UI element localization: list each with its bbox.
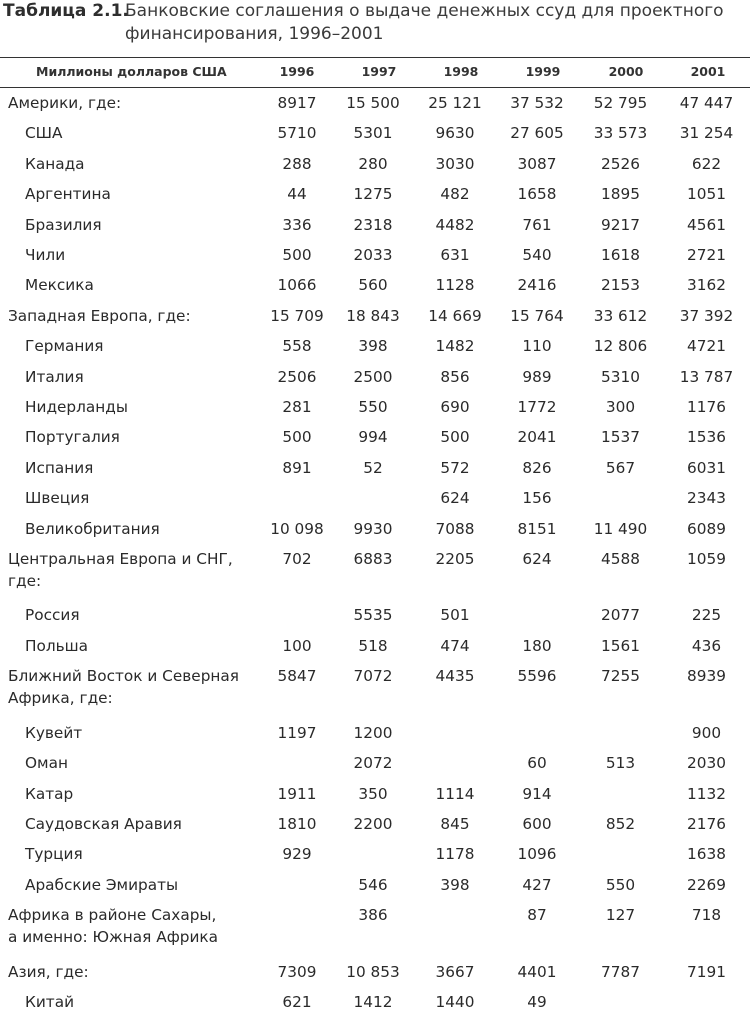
cell-1997: 2033: [353, 246, 393, 265]
cell-1999: 27 605: [510, 124, 564, 143]
cell-1999: 3087: [517, 154, 557, 173]
row-label: [0, 392, 262, 422]
cell-1997: 5535: [353, 606, 393, 625]
cell-2000: [578, 483, 663, 513]
cell-1997: 546: [358, 875, 388, 894]
cell-1996: 7309: [277, 962, 317, 981]
cell-1998: 1128: [435, 276, 475, 295]
row-label-line: Великобритания: [25, 519, 160, 538]
cell-2000: 852: [605, 814, 636, 833]
cell-2000: 7787: [601, 962, 640, 981]
cell-1996: 1911: [277, 784, 317, 803]
table-row-country: [0, 453, 750, 483]
row-label: [0, 514, 262, 544]
table-row-country: [0, 270, 750, 300]
cell-1998: 624: [440, 489, 470, 508]
cell-1999: 49: [527, 992, 547, 1011]
cell-2001: 7191: [687, 962, 726, 981]
table-row-region: [0, 88, 750, 118]
cell-1996: 1066: [277, 276, 317, 295]
table-row-country: [0, 210, 750, 240]
row-label: [0, 839, 262, 869]
row-label-line: Испания: [25, 458, 94, 477]
cell-2000: 1561: [601, 636, 640, 655]
data-table: [0, 88, 750, 1017]
cell-1997: 6883: [353, 550, 393, 569]
cell-1998: 398: [440, 875, 470, 894]
cell-1996: 5847: [277, 667, 317, 686]
row-label-line: Африка в районе Сахары,: [8, 906, 217, 925]
row-label-line: США: [25, 124, 63, 143]
cell-1998: 482: [440, 185, 470, 204]
header-year-1999: 1999: [525, 64, 561, 79]
cell-1998: 3667: [435, 962, 475, 981]
cell-1997: 518: [358, 636, 388, 655]
row-label-line: Азия, где:: [8, 962, 89, 981]
table-row-country: [0, 118, 750, 148]
cell-1998: 25 121: [428, 94, 482, 112]
cell-2000: 4588: [601, 550, 640, 569]
cell-1997: 1200: [353, 723, 393, 742]
cell-1998: 690: [440, 398, 470, 417]
cell-2001: 2721: [687, 246, 726, 265]
cell-2000: 513: [605, 754, 636, 773]
caption-title-line-1: Банковские соглашения о выдаче денежных ссуд для проектного: [125, 1, 724, 21]
cell-1999: 87: [527, 906, 547, 925]
table-row-country: [0, 631, 750, 661]
row-label-line: Канада: [25, 154, 85, 173]
table-row-region: [0, 900, 750, 956]
cell-1996: 10 098: [270, 519, 324, 538]
row-label: [0, 809, 262, 839]
cell-2000: 33 573: [593, 124, 648, 143]
cell-2000: 1618: [601, 246, 640, 265]
row-label-line: Кувейт: [25, 723, 83, 742]
table-row-region: [0, 301, 750, 331]
cell-1997: 550: [358, 398, 388, 417]
row-label: [0, 149, 262, 179]
row-label: [0, 544, 262, 600]
row-label-line: а именно: Южная Африка: [8, 928, 219, 947]
cell-1998: 845: [440, 814, 470, 833]
cell-1996: 8917: [277, 94, 317, 112]
cell-1997: 10 853: [346, 962, 400, 981]
row-label-line: Турция: [25, 845, 83, 864]
cell-1996: 15 709: [270, 306, 324, 325]
cell-1997: 2200: [353, 814, 393, 833]
cell-2000: 7255: [601, 667, 640, 686]
row-label: [0, 210, 262, 240]
caption-label: Таблица 2.1.: [3, 1, 129, 21]
table-row-country: [0, 839, 750, 869]
cell-1999: 5596: [517, 667, 557, 686]
cell-2001: 4561: [687, 215, 726, 234]
row-label-line: Аргентина: [25, 185, 111, 204]
cell-2000: 2153: [601, 276, 640, 295]
cell-1998: 474: [440, 636, 470, 655]
cell-1997: 5301: [353, 124, 393, 143]
cell-1998: 3030: [435, 154, 475, 173]
cell-2001: 225: [691, 606, 722, 625]
row-label-line: Оман: [25, 754, 68, 773]
table-body: [0, 88, 750, 1017]
cell-2000: 300: [605, 398, 636, 417]
cell-1997: 350: [358, 784, 388, 803]
cell-1997: 280: [358, 154, 388, 173]
cell-1998: [414, 748, 496, 778]
cell-1997: 15 500: [346, 94, 400, 112]
row-label: [0, 600, 262, 630]
cell-1999: 761: [522, 215, 552, 234]
table-row-country: [0, 422, 750, 452]
row-label-line: Китай: [25, 992, 75, 1011]
cell-1999: 600: [522, 814, 552, 833]
table-row-region: [0, 661, 750, 717]
table-row-country: [0, 748, 750, 778]
cell-1998: 9630: [435, 124, 475, 143]
cell-1996: 5710: [277, 124, 317, 143]
cell-2001: 47 447: [679, 94, 734, 112]
cell-1998: 500: [440, 428, 470, 447]
table-row-country: [0, 240, 750, 270]
row-label-line: Африка, где:: [8, 689, 113, 708]
row-label-line: Америки, где:: [8, 94, 122, 112]
cell-1997: 2500: [353, 367, 393, 386]
row-label-line: Бразилия: [25, 215, 102, 234]
cell-1998: [414, 900, 496, 956]
cell-2001: [663, 987, 750, 1017]
cell-2000: [578, 839, 663, 869]
cell-1999: 1096: [517, 845, 557, 864]
table-row-country: [0, 483, 750, 513]
row-label: [0, 987, 262, 1017]
row-label: [0, 748, 262, 778]
cell-2001: 2176: [687, 814, 726, 833]
cell-2001: 900: [691, 723, 722, 742]
cell-1998: [414, 718, 496, 748]
table-row-region: [0, 544, 750, 600]
cell-1997: 52: [363, 458, 383, 477]
cell-1997: 386: [358, 906, 388, 925]
cell-2001: 3162: [687, 276, 726, 295]
row-label: [0, 900, 262, 956]
cell-1999: 1658: [517, 185, 557, 204]
row-label: [0, 870, 262, 900]
cell-1998: 2205: [435, 550, 475, 569]
row-label: [0, 88, 262, 118]
header-year-1998: 1998: [443, 64, 479, 79]
cell-1996: 1197: [277, 723, 317, 742]
cell-1996: 281: [282, 398, 312, 417]
cell-1997: 2318: [353, 215, 393, 234]
cell-2000: 567: [605, 458, 636, 477]
row-label-line: Мексика: [25, 276, 94, 295]
cell-1996: 702: [282, 550, 312, 569]
row-label: [0, 779, 262, 809]
cell-2001: 2269: [687, 875, 726, 894]
table-row-country: [0, 392, 750, 422]
cell-1999: 180: [522, 636, 552, 655]
row-label: [0, 362, 262, 392]
row-label: [0, 240, 262, 270]
cell-2001: 6031: [687, 458, 726, 477]
cell-1998: 4435: [435, 667, 475, 686]
row-label-line: Катар: [25, 784, 74, 803]
cell-1996: 2506: [277, 367, 317, 386]
cell-1997: 1412: [353, 992, 393, 1011]
row-label: [0, 331, 262, 361]
cell-1999: 1772: [517, 398, 557, 417]
row-label-line: Россия: [25, 606, 80, 625]
cell-1998: 1482: [435, 337, 475, 356]
cell-1997: 9930: [353, 519, 393, 538]
cell-1999: 156: [522, 489, 552, 508]
cell-1999: 624: [522, 550, 552, 569]
row-label-line: Арабские Эмираты: [25, 875, 179, 894]
row-label-line: Саудовская Аравия: [25, 814, 182, 833]
cell-1996: 500: [282, 428, 312, 447]
cell-2001: 436: [691, 636, 722, 655]
cell-1996: [262, 483, 332, 513]
header-units: Миллионы долларов США: [36, 64, 227, 79]
table-row-country: [0, 362, 750, 392]
cell-2001: 2343: [687, 489, 726, 508]
cell-1999: 914: [522, 784, 552, 803]
cell-2000: 52 795: [593, 94, 648, 112]
cell-1996: 500: [282, 246, 312, 265]
cell-2001: 6089: [687, 519, 726, 538]
row-label: [0, 483, 262, 513]
cell-2001: 37 392: [679, 306, 734, 325]
cell-1998: 856: [440, 367, 470, 386]
cell-2000: 2526: [601, 154, 640, 173]
table-row-country: [0, 718, 750, 748]
cell-2000: 2077: [601, 606, 640, 625]
row-label-line: Западная Европа, где:: [8, 306, 191, 325]
row-label: [0, 270, 262, 300]
row-label: [0, 631, 262, 661]
cell-2001: 31 254: [679, 124, 734, 143]
row-label: [0, 301, 262, 331]
table-row-region: [0, 957, 750, 987]
cell-1998: 631: [440, 246, 470, 265]
cell-2001: 4721: [687, 337, 726, 356]
cell-1998: 1114: [435, 784, 475, 803]
cell-2000: 1537: [601, 428, 640, 447]
table-row-country: [0, 149, 750, 179]
cell-1998: 14 669: [428, 306, 482, 325]
cell-1996: 558: [282, 337, 312, 356]
cell-1997: [332, 839, 414, 869]
row-label-line: Швеция: [25, 489, 90, 508]
cell-1999: [496, 718, 578, 748]
cell-2001: 2030: [687, 754, 726, 773]
cell-1999: 37 532: [510, 94, 564, 112]
row-label: [0, 453, 262, 483]
cell-1996: 100: [282, 636, 312, 655]
cell-2001: 13 787: [679, 367, 734, 386]
cell-1996: [262, 870, 332, 900]
row-label: [0, 718, 262, 748]
table-row-country: [0, 987, 750, 1017]
table-row-country: [0, 331, 750, 361]
cell-1999: [496, 600, 578, 630]
row-label: [0, 179, 262, 209]
cell-2001: 1536: [687, 428, 726, 447]
cell-1997: 7072: [353, 667, 393, 686]
header-year-2001: 2001: [690, 64, 726, 79]
cell-2000: [578, 718, 663, 748]
row-label-line: Чили: [25, 246, 66, 265]
cell-1996: 891: [282, 458, 312, 477]
cell-2000: 5310: [601, 367, 640, 386]
table-row-country: [0, 514, 750, 544]
cell-2000: 33 612: [593, 306, 648, 325]
row-label-line: Нидерланды: [25, 398, 128, 417]
cell-1997: 2072: [353, 754, 393, 773]
cell-1999: 540: [522, 246, 552, 265]
row-label-line: Польша: [25, 636, 89, 655]
cell-1996: 288: [282, 154, 312, 173]
table-row-country: [0, 809, 750, 839]
header-year-1997: 1997: [361, 64, 397, 79]
header-year-2000: 2000: [608, 64, 644, 79]
cell-2001: 622: [691, 154, 722, 173]
cell-2000: 1895: [601, 185, 640, 204]
cell-1996: 336: [282, 215, 312, 234]
table-row-country: [0, 779, 750, 809]
cell-1996: 44: [287, 185, 307, 204]
cell-1996: 621: [282, 992, 312, 1011]
row-label: [0, 957, 262, 987]
cell-1998: 7088: [435, 519, 475, 538]
cell-1998: 501: [440, 606, 470, 625]
cell-2000: 127: [605, 906, 636, 925]
cell-1999: 2416: [517, 276, 557, 295]
cell-1998: 1440: [435, 992, 475, 1011]
cell-1999: 60: [527, 754, 547, 773]
cell-1999: 15 764: [510, 306, 564, 325]
cell-2000: 9217: [601, 215, 640, 234]
row-label-line: Ближний Восток и Северная: [8, 667, 239, 686]
row-label: [0, 118, 262, 148]
cell-2000: [578, 987, 663, 1017]
row-label-line: Италия: [25, 367, 84, 386]
cell-1996: 929: [282, 845, 312, 864]
row-label-line: где:: [8, 572, 42, 591]
cell-1996: [262, 900, 332, 956]
row-label: [0, 422, 262, 452]
cell-1999: 826: [522, 458, 552, 477]
cell-2001: 718: [691, 906, 722, 925]
row-label-line: Португалия: [25, 428, 120, 447]
caption-title-line-2: финансирования, 1996–2001: [125, 24, 384, 44]
table-row-country: [0, 600, 750, 630]
cell-2001: 1132: [687, 784, 726, 803]
cell-1999: 989: [522, 367, 552, 386]
cell-1997: 560: [358, 276, 388, 295]
cell-2001: 1176: [687, 398, 726, 417]
cell-1999: 110: [522, 337, 552, 356]
cell-1999: 8151: [517, 519, 557, 538]
cell-1998: 1178: [435, 845, 475, 864]
cell-2001: 1059: [687, 550, 726, 569]
cell-2000: 11 490: [593, 519, 648, 538]
cell-1996: [262, 600, 332, 630]
cell-1999: 2041: [517, 428, 557, 447]
cell-1999: 4401: [517, 962, 557, 981]
cell-1998: 4482: [435, 215, 475, 234]
cell-2000: 12 806: [593, 337, 648, 356]
cell-2001: 8939: [687, 667, 726, 686]
header-year-1996: 1996: [279, 64, 315, 79]
cell-1996: [262, 748, 332, 778]
cell-2001: 1051: [687, 185, 726, 204]
table-row-country: [0, 179, 750, 209]
row-label: [0, 661, 262, 717]
cell-1996: 1810: [277, 814, 317, 833]
cell-2000: 550: [605, 875, 636, 894]
cell-1998: 572: [440, 458, 470, 477]
cell-1999: 427: [522, 875, 552, 894]
cell-2000: [578, 779, 663, 809]
table-row-country: [0, 870, 750, 900]
row-label-line: Германия: [25, 337, 104, 356]
cell-1997: 994: [358, 428, 388, 447]
cell-2001: 1638: [687, 845, 726, 864]
row-label-line: Центральная Европа и СНГ,: [8, 550, 233, 569]
cell-1997: [332, 483, 414, 513]
cell-1997: 18 843: [346, 306, 400, 325]
cell-1997: 398: [358, 337, 388, 356]
cell-1997: 1275: [353, 185, 393, 204]
